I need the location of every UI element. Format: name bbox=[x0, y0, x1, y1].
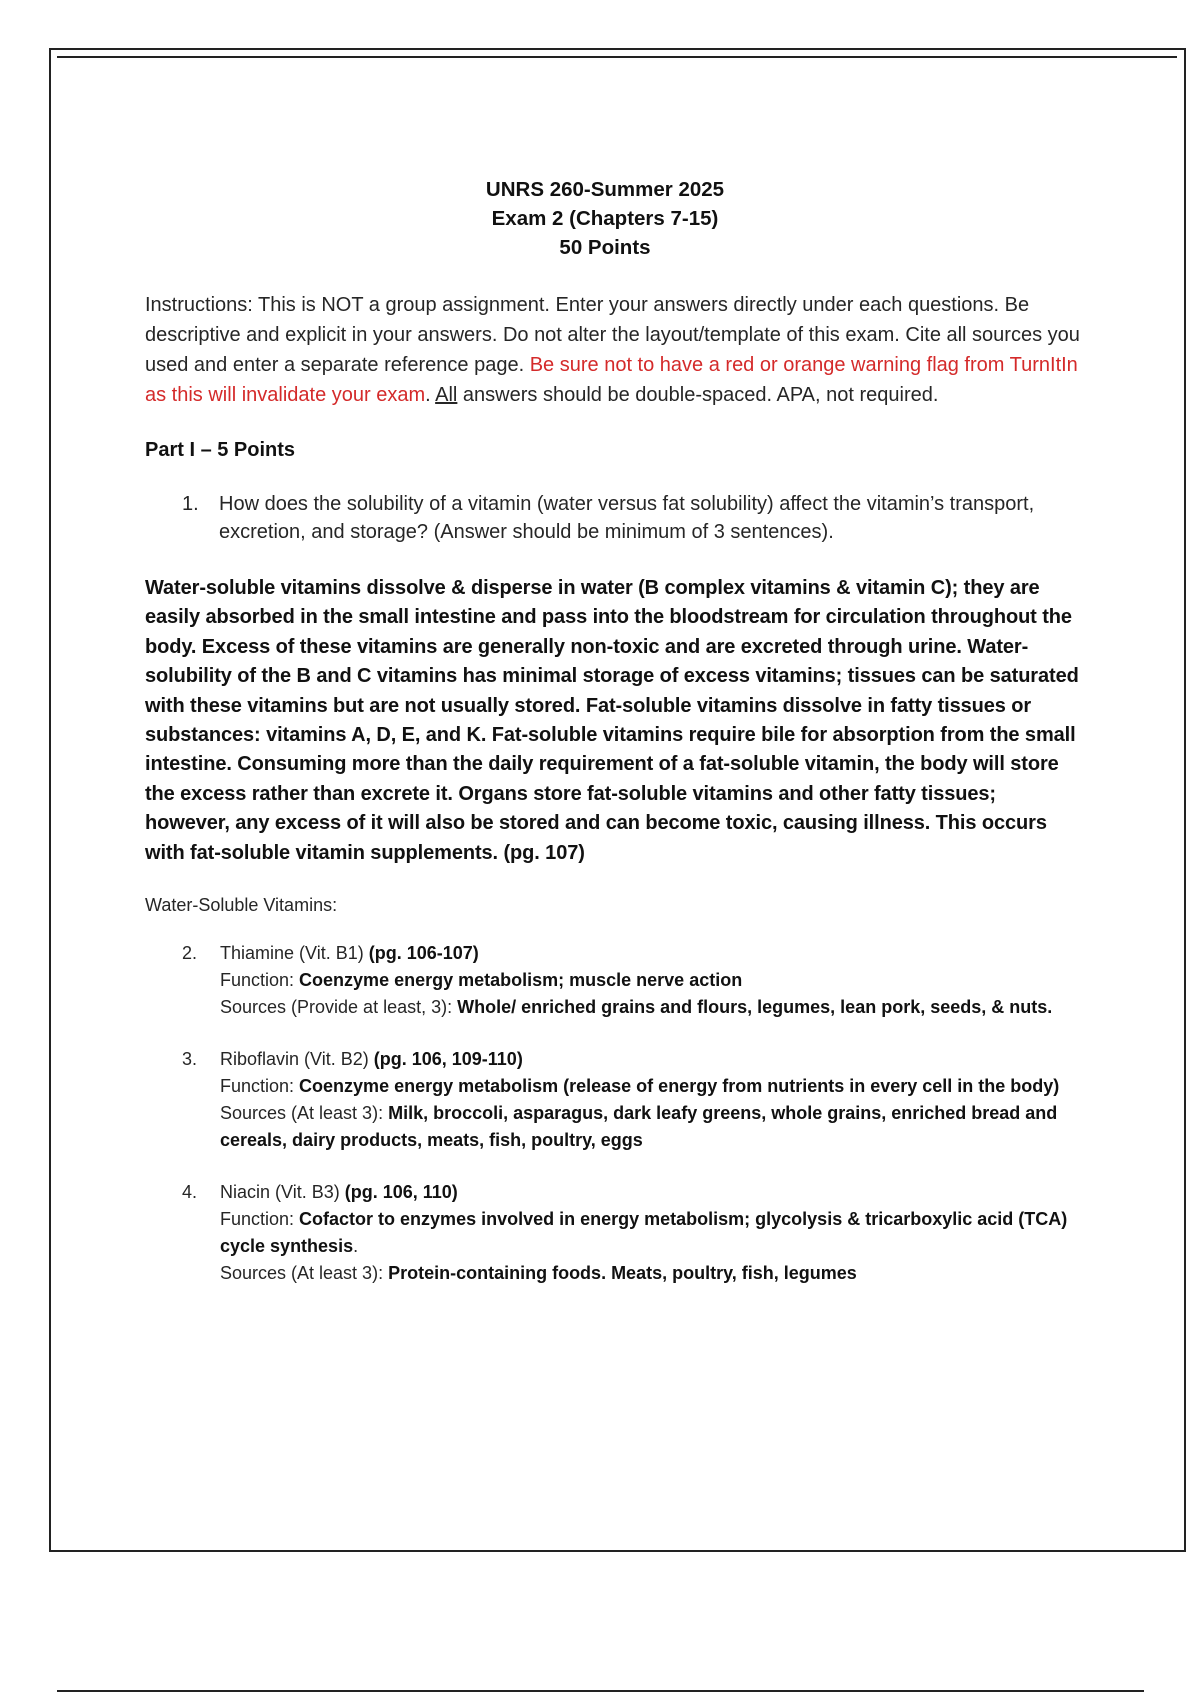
instructions bbox=[145, 290, 1085, 410]
bottom-rule bbox=[57, 1690, 1144, 1692]
vitamin-name: Thiamine (Vit. B1) bbox=[220, 943, 369, 964]
vitamin-pages: (pg. 106, 109-110) bbox=[373, 1049, 523, 1070]
function-tail: . bbox=[353, 1236, 359, 1257]
water-soluble-label: Water-Soluble Vitamins: bbox=[145, 895, 338, 916]
instructions-underlined: All bbox=[435, 384, 458, 406]
function-label: Function: bbox=[220, 1076, 300, 1097]
item-number: 2. bbox=[182, 943, 198, 964]
instructions-tail: answers should be double-spaced. APA, not required. bbox=[457, 384, 939, 406]
question-1 bbox=[145, 490, 1085, 546]
question-number: 1. bbox=[182, 493, 199, 515]
function-text: Cofactor to enzymes involved in energy metabolism; glycolysis & tricarboxylic acid (TCA) cycle synthesis bbox=[220, 1209, 1068, 1257]
vitamin-list bbox=[145, 940, 1085, 1287]
part-heading: Part I – 5 Points bbox=[145, 439, 296, 461]
list-item bbox=[145, 940, 1085, 1021]
answer-1: Water-soluble vitamins dissolve & disperse in water (B complex vitamins & vitamin C); they are easily absorbed in the small intestine and pass into the bloodstream for circulation throughout the body. Excess of these vitamins are generally non-toxic and are excreted through urine. Water-solubility of the B and C vitamins has minimal storage of excess vitamins; tissues can be saturated with these vitamins but are not usually stored. Fat-soluble vitamins dissolve in fatty tissues or substances: vitamins A, D, E, and K. Fat-soluble vitamins require bile for absorption from the small intestine. Consuming more than the daily requirement of a fat-soluble vitamin, the body will store the excess rather than excrete it. Organs store fat-soluble vitamins and other fatty tissues; however, any excess of it will also be stored and can become toxic, causing illness. This occurs with fat-soluble vitamin supplements. (pg. 107) bbox=[145, 577, 1079, 864]
question-text: How does the solubility of a vitamin (water versus fat solubility) affect the vitamin’s transport, excretion, and storage? (Answer should be minimum of 3 sentences). bbox=[219, 493, 1035, 543]
instructions-warning: Be sure not to have a red or orange warning flag from TurnItIn as this will invalidate your exam bbox=[145, 354, 1078, 406]
exam-points: 50 Points bbox=[559, 236, 651, 259]
instructions-period: . bbox=[425, 384, 436, 406]
instructions-text: Instructions: This is NOT a group assignment. Enter your answers directly under each questions. Be descriptive and explicit in your answers. Do not alter the layout/template of this exam. Cite all sources you used and enter a separate reference page. bbox=[145, 294, 1080, 376]
function-label: Function: bbox=[220, 1209, 300, 1230]
list-item bbox=[145, 1046, 1085, 1154]
course-title: UNRS 260-Summer 2025 bbox=[485, 178, 725, 201]
function-text: Coenzyme energy metabolism; muscle nerve action bbox=[299, 970, 743, 991]
sources-label: Sources (Provide at least, 3): bbox=[220, 997, 458, 1018]
item-body bbox=[220, 1046, 1080, 1154]
item-body bbox=[220, 940, 1080, 1021]
top-rule bbox=[57, 56, 1177, 58]
exam-title: Exam 2 (Chapters 7-15) bbox=[491, 207, 719, 230]
list-item bbox=[145, 1179, 1085, 1287]
sources-label: Sources (At least 3): bbox=[220, 1263, 389, 1284]
item-number: 4. bbox=[182, 1182, 198, 1203]
vitamin-pages: (pg. 106-107) bbox=[368, 943, 479, 964]
function-label: Function: bbox=[220, 970, 300, 991]
document-content bbox=[145, 175, 1085, 1312]
sources-text: Milk, broccoli, asparagus, dark leafy greens, whole grains, enriched bread and cereals, dairy products, meats, fish, poultry, eggs bbox=[220, 1103, 1058, 1151]
document-header bbox=[60, 175, 1150, 262]
function-text: Coenzyme energy metabolism (release of energy from nutrients in every cell in the body) bbox=[299, 1076, 1060, 1097]
item-number: 3. bbox=[182, 1049, 198, 1070]
sources-text: Whole/ enriched grains and flours, legumes, lean pork, seeds, & nuts. bbox=[457, 997, 1053, 1018]
vitamin-name: Niacin (Vit. B3) bbox=[220, 1182, 345, 1203]
vitamin-pages: (pg. 106, 110) bbox=[344, 1182, 458, 1203]
vitamin-name: Riboflavin (Vit. B2) bbox=[220, 1049, 374, 1070]
sources-label: Sources (At least 3): bbox=[220, 1103, 389, 1124]
item-body bbox=[220, 1179, 1080, 1287]
sources-text: Protein-containing foods. Meats, poultry, fish, legumes bbox=[388, 1263, 857, 1284]
